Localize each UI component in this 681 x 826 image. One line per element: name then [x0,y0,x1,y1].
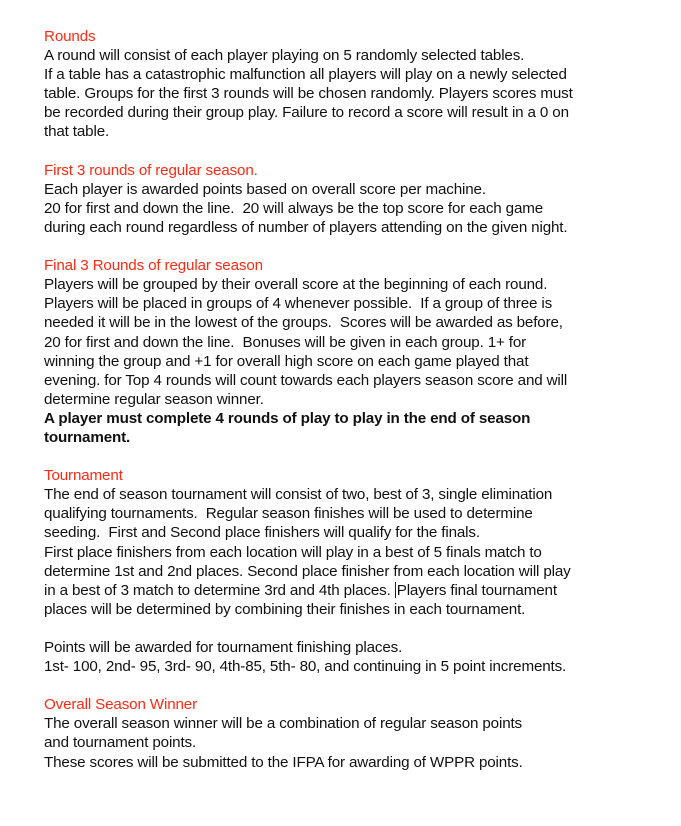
section-final-3-rounds [44,256,674,447]
paragraph-line: 1st- 100, 2nd- 95, 3rd- 90, 4th-85, 5th- 80, and continuing in 5 point increments. [44,658,567,676]
paragraph-line-with-cursor[interactable] [44,581,674,600]
section-heading: First 3 rounds of regular season. [44,161,258,179]
line-text: in a best of 3 match to determine 3rd and 4th places. [44,581,395,599]
section-heading: Overall Season Winner [44,696,198,714]
section-heading: Tournament [44,467,123,485]
paragraph-line: determine regular season winner. [44,390,264,408]
paragraph-line: during each round regardless of number of players attending on the given night. [44,218,568,236]
paragraph-line: places will be determined by combining their finishes in each tournament. [44,600,526,618]
section-rounds [44,27,674,142]
paragraph-line: 20 for first and down the line. 20 will always be the top score for each game [44,199,544,217]
paragraph-line: First place finishers from each location will play in a best of 5 finals match to [44,543,542,561]
paragraph-line: that table. [44,123,110,141]
section-heading: Final 3 Rounds of regular season [44,257,263,275]
paragraph-line: winning the group and +1 for overall high score on each game played that [44,352,529,370]
paragraph-line: Each player is awarded points based on overall score per machine. [44,180,486,198]
text-cursor [395,582,396,598]
paragraph-line: needed it will be in the lowest of the groups. Scores will be awarded as before, [44,314,563,332]
paragraph-line: If a table has a catastrophic malfunction all players will play on a newly selected [44,66,567,84]
section-overall-winner [44,695,674,771]
bold-requirement-line: A player must complete 4 rounds of play to play in the end of season [44,409,531,427]
section-first-3-rounds [44,161,674,237]
paragraph-line: The end of season tournament will consist of two, best of 3, single elimination [44,486,553,504]
paragraph-line: determine 1st and 2nd places. Second place finisher from each location will play [44,562,571,580]
document-body [44,27,674,791]
paragraph-line: Points will be awarded for tournament finishing places. [44,639,403,656]
section-points [44,638,674,676]
paragraph-line: A round will consist of each player playing on 5 randomly selected tables. [44,47,525,65]
paragraph-line: The overall season winner will be a combination of regular season points [44,715,523,733]
line-text: Players final tournament [396,581,557,599]
paragraph-line: 20 for first and down the line. Bonuses will be given in each group. 1+ for [44,333,527,351]
section-heading: Rounds [44,28,96,45]
paragraph-line: evening. for Top 4 rounds will count towards each players season score and will [44,371,568,389]
paragraph-line: qualifying tournaments. Regular season finishes will be used to determine [44,505,533,523]
section-tournament [44,466,674,619]
paragraph-line: and tournament points. [44,734,197,752]
paragraph-line: Players will be placed in groups of 4 whenever possible. If a group of three is [44,295,553,313]
paragraph-line: These scores will be submitted to the IFPA for awarding of WPPR points. [44,753,523,771]
paragraph-line: seeding. First and Second place finishers will qualify for the finals. [44,524,480,542]
paragraph-line: table. Groups for the first 3 rounds will be chosen randomly. Players scores must [44,85,573,103]
paragraph-line: Players will be grouped by their overall score at the beginning of each round. [44,276,548,294]
paragraph-line: be recorded during their group play. Failure to record a score will result in a 0 on [44,104,569,122]
bold-requirement-line: tournament. [44,428,131,446]
